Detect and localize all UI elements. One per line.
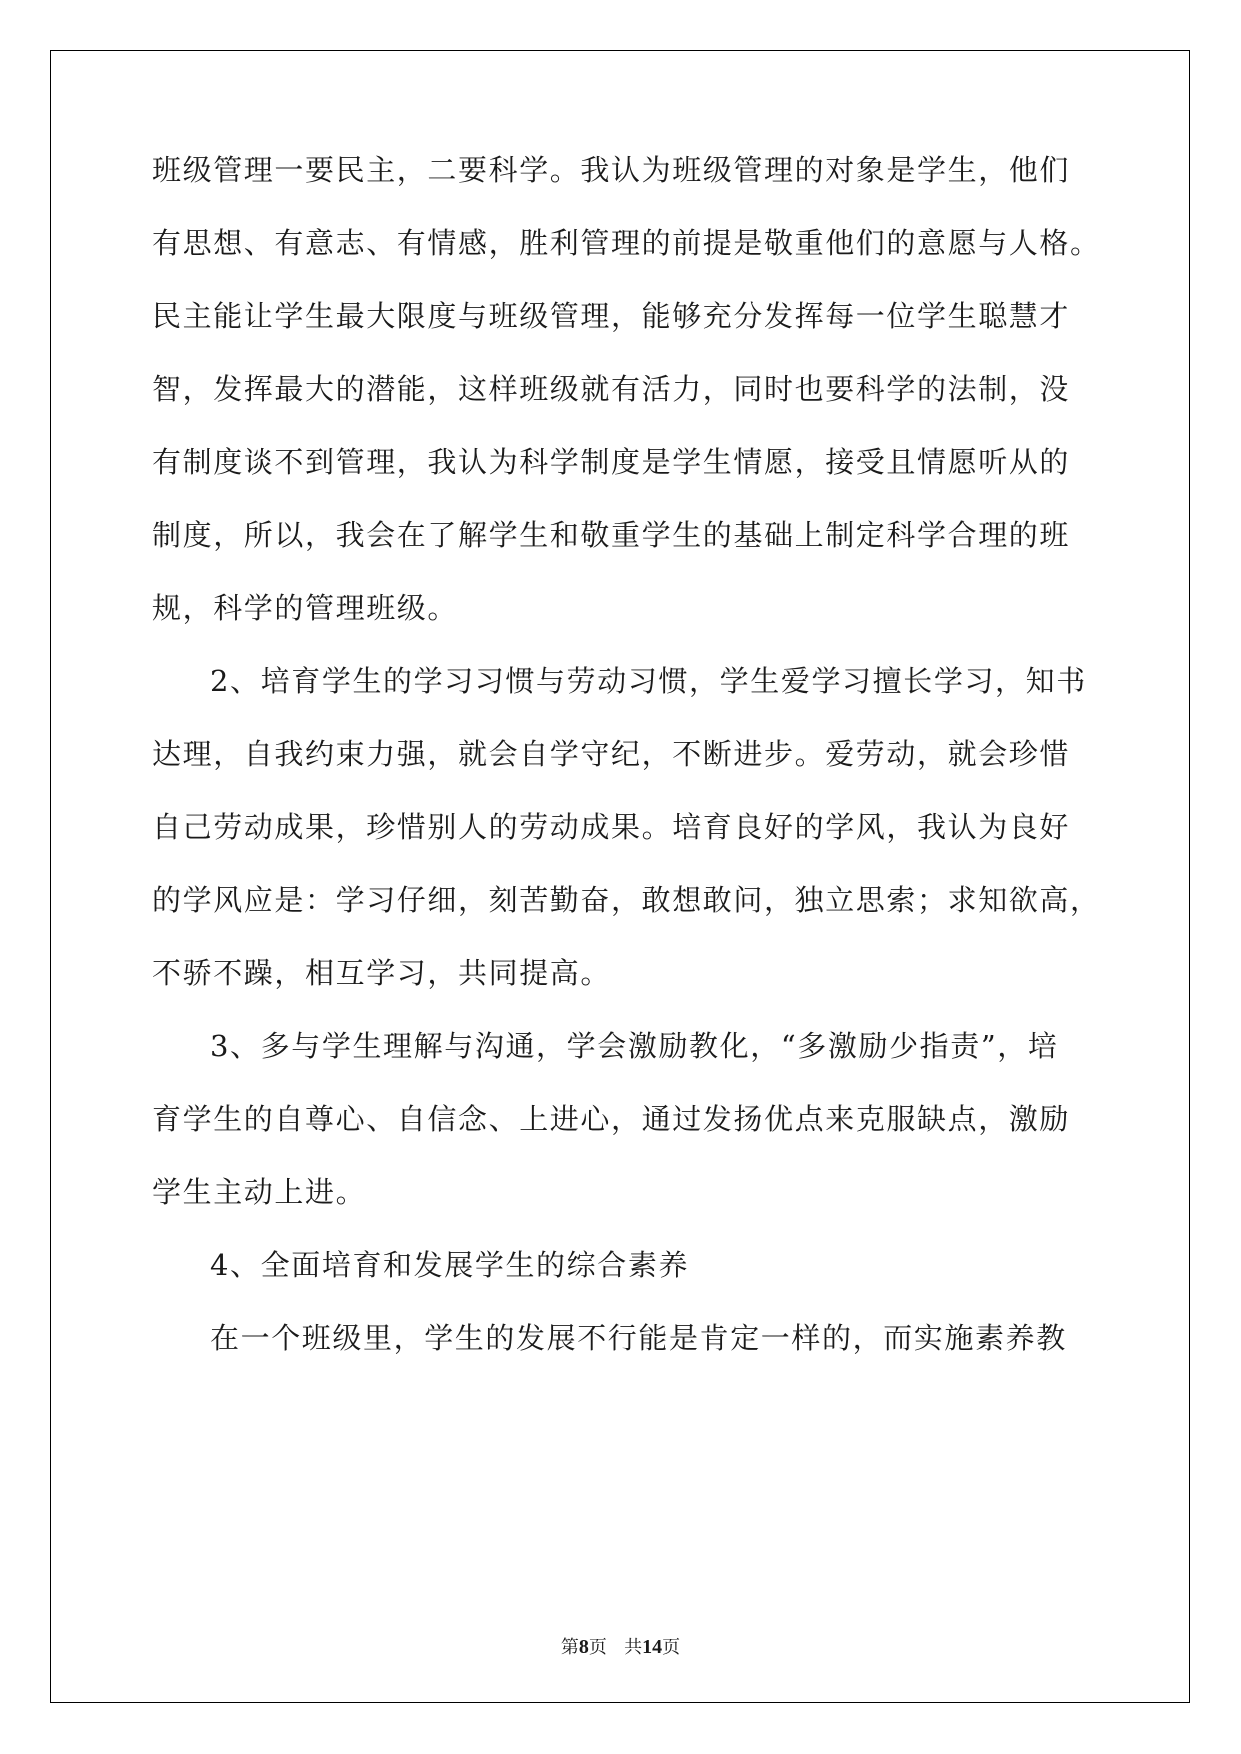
text-line: 自己劳动成果，珍惜别人的劳动成果。培育良好的学风，我认为良好 — [152, 810, 1071, 844]
paragraph-start-line: 2、培育学生的学习习惯与劳动习惯，学生爱学习擅长学习，知书 — [210, 664, 1087, 698]
text-line: 智，发挥最大的潜能，这样班级就有活力，同时也要科学的法制，没 — [152, 372, 1071, 406]
text-line: 班级管理一要民主，二要科学。我认为班级管理的对象是学生，他们 — [152, 153, 1071, 187]
text-line: 不骄不躁，相互学习，共同提高。 — [152, 956, 612, 990]
text-line: 有思想、有意志、有情感，胜利管理的前提是敬重他们的意愿与人格。 — [152, 226, 1101, 260]
page-label-suffix: 页 — [588, 1637, 607, 1658]
total-label-suffix: 页 — [662, 1637, 681, 1658]
total-pages: 14 — [642, 1636, 663, 1658]
text-line: 达理，自我约束力强，就会自学守纪，不断进步。爱劳动，就会珍惜 — [152, 737, 1071, 771]
text-line: 民主能让学生最大限度与班级管理，能够充分发挥每一位学生聪慧才 — [152, 299, 1071, 333]
text-line: 的学风应是：学习仔细，刻苦勤奋，敢想敢问，独立思索；求知欲高， — [152, 883, 1101, 917]
paragraph-start-line: 3、多与学生理解与沟通，学会激励教化，“多激励少指责”，培 — [210, 1029, 1059, 1063]
total-label-prefix: 共 — [624, 1637, 643, 1658]
page-label-prefix: 第 — [560, 1637, 579, 1658]
text-line: 学生主动上进。 — [152, 1175, 367, 1209]
section-heading-line: 4、全面培育和发展学生的综合素养 — [210, 1248, 690, 1282]
text-line: 规，科学的管理班级。 — [152, 591, 459, 625]
page-footer — [0, 1633, 1241, 1659]
text-line: 育学生的自尊心、自信念、上进心，通过发扬优点来克服缺点，激励 — [152, 1102, 1071, 1136]
text-line: 制度，所以，我会在了解学生和敬重学生的基础上制定科学合理的班 — [152, 518, 1071, 552]
page-number: 8 — [578, 1636, 589, 1658]
paragraph-start-line: 在一个班级里，学生的发展不行能是肯定一样的，而实施素养教 — [210, 1321, 1067, 1355]
text-line: 有制度谈不到管理，我认为科学制度是学生情愿，接受且情愿听从的 — [152, 445, 1071, 479]
